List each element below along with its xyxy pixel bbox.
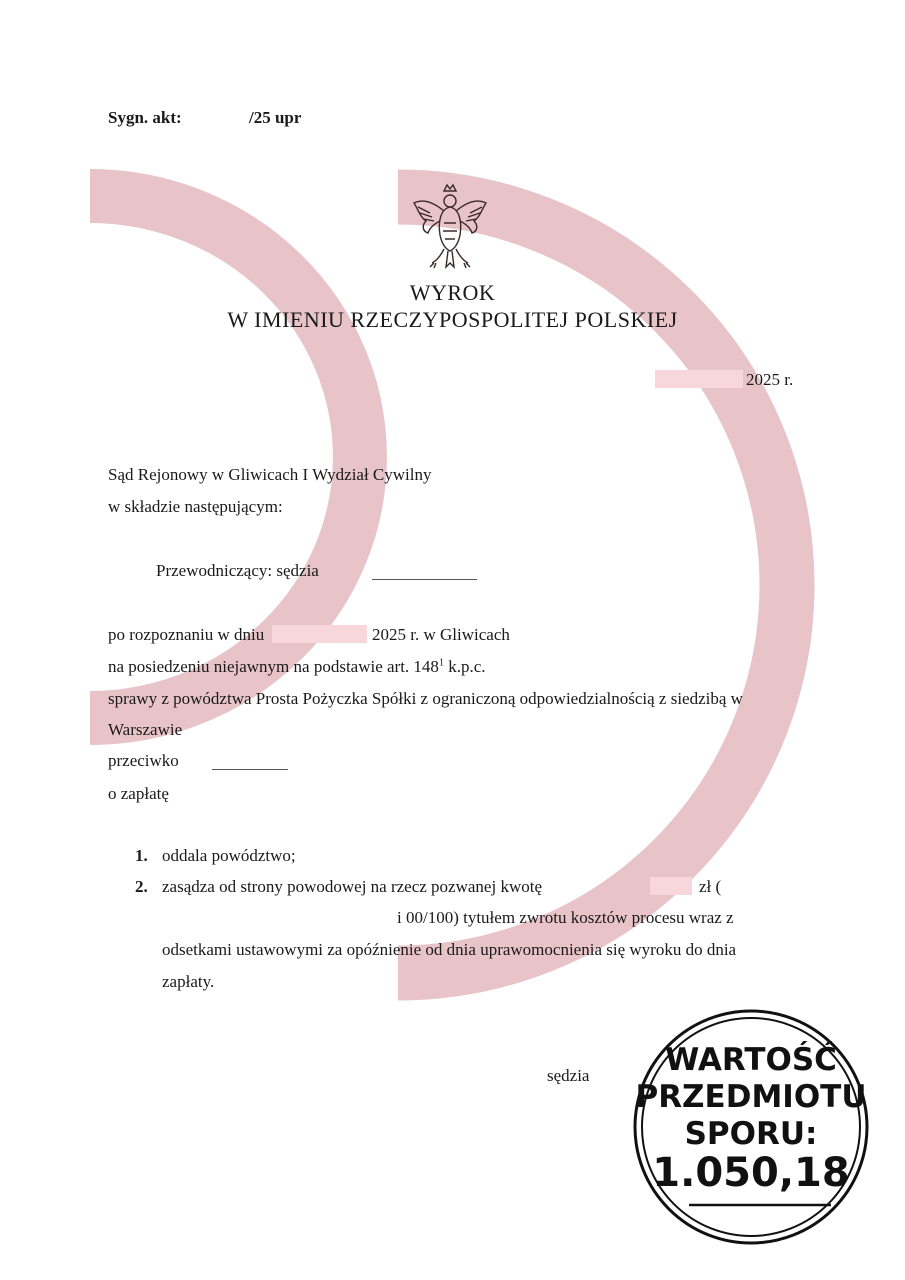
ruling-item-2-line-c: odsetkami ustawowymi za opóźnienie od dnia uprawomocnienia się wyroku do dnia: [162, 940, 737, 959]
stamp-line-1: WARTOŚĆ: [665, 1042, 837, 1078]
ruling-item-2-line-b: i 00/100) tytułem zwrotu kosztów procesu wraz z: [397, 908, 734, 927]
ruling-item-2-line-a-end: zł (: [699, 877, 722, 896]
ruling-item-2-number: 2.: [135, 877, 148, 896]
redacted-amount: [650, 877, 692, 895]
case-signature-label: Sygn. akt:: [108, 108, 182, 127]
judgment-title: WYROK: [409, 280, 496, 305]
proceedings-claimant: sprawy z powództwa Prosta Pożyczka Spółki z ograniczoną odpowiedzialnością z siedzibą w: [108, 689, 743, 708]
polish-eagle-emblem: [410, 183, 490, 269]
redacted-hearing-date: [272, 625, 367, 643]
redacted-date: [655, 370, 743, 388]
proceedings-date-suffix: 2025 r. w Gliwicach: [372, 625, 510, 644]
ruling-item-2-line-a: zasądza od strony powodowej na rzecz pozwanej kwotę: [162, 877, 542, 896]
redacted-defendant-name: [212, 769, 288, 770]
court-name: Sąd Rejonowy w Gliwicach I Wydział Cywilny: [108, 465, 432, 484]
proceedings-claimant-city: Warszawie: [108, 720, 183, 739]
stamp-value: 1.050,18: [652, 1150, 850, 1196]
proceedings-subject: o zapłatę: [108, 784, 169, 803]
judgment-subtitle: W IMIENIU RZECZYPOSPOLITEJ POLSKIEJ: [227, 307, 678, 332]
court-composition: w składzie następującym:: [108, 497, 283, 516]
ruling-item-1-number: 1.: [135, 846, 148, 865]
presiding-judge-label: Przewodniczący: sędzia: [156, 561, 319, 580]
proceedings-against: przeciwko: [108, 751, 179, 770]
case-signature-value: /25 upr: [249, 108, 302, 127]
judgment-date: 2025 r.: [746, 370, 794, 389]
proceedings-date-prefix: po rozpoznaniu w dniu: [108, 625, 265, 644]
stamp-line-3: SPORU:: [684, 1116, 818, 1152]
proceedings-basis: na posiedzeniu niejawnym na podstawie art. $148^1$ k.p.c.: [108, 657, 486, 676]
redacted-judge-name: [372, 579, 477, 580]
ruling-item-1-text: oddala powództwo;: [162, 846, 296, 865]
ruling-item-2-line-d: zapłaty.: [162, 972, 215, 991]
judge-signature-label: sędzia: [547, 1066, 590, 1085]
stamp-line-2: PRZEDMIOTU: [635, 1079, 867, 1115]
